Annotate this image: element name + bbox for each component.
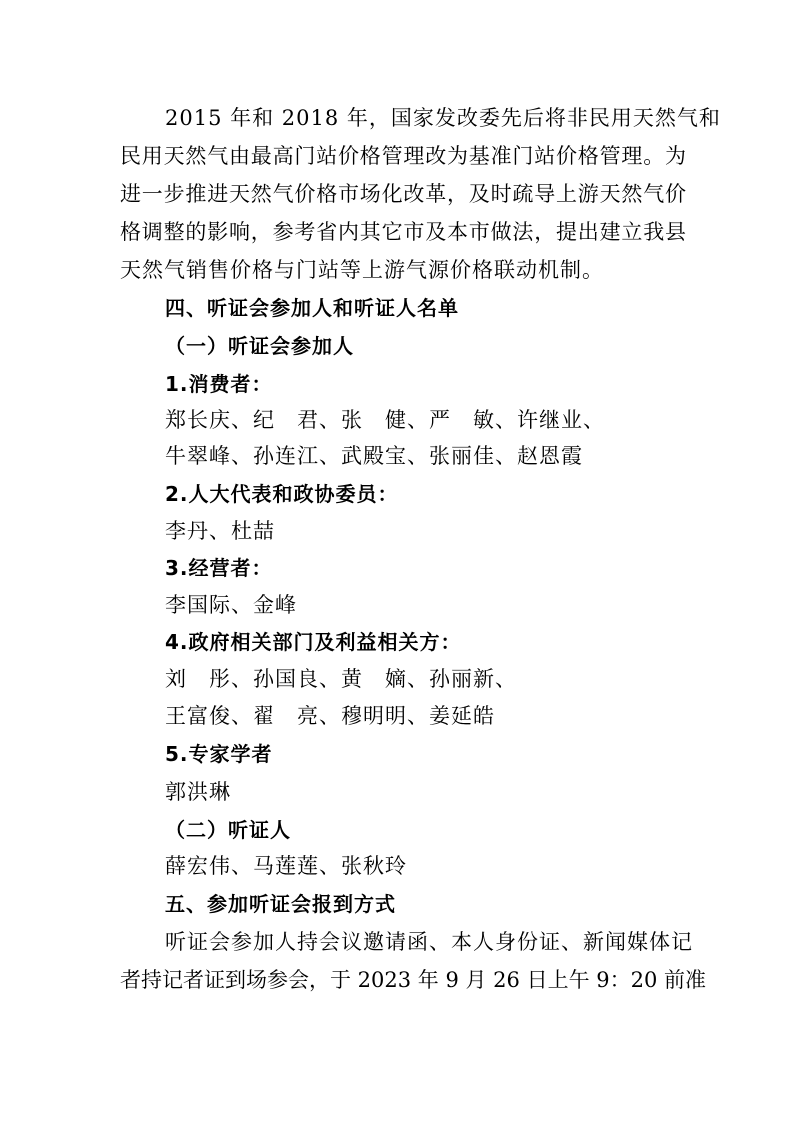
- paragraph-1-line-1: 2015 年和 2018 年，国家发改委先后将非民用天然气和: [165, 106, 721, 130]
- paragraph-1-line-2: 民用天然气由最高门站价格管理改为基准门站价格管理。为: [120, 144, 686, 168]
- group-3-names: 李国际、金峰: [165, 593, 297, 617]
- subsection-1-heading: （一）听证会参加人: [165, 334, 354, 358]
- group-2-names: 李丹、杜喆: [165, 519, 275, 543]
- group-5-heading: 5.专家学者: [165, 742, 273, 766]
- paragraph-2-line-1: 听证会参加人持会议邀请函、本人身份证、新闻媒体记: [165, 930, 693, 954]
- paragraph-1-line-3: 进一步推进天然气价格市场化改革，及时疏导上游天然气价: [120, 182, 686, 206]
- group-5-names: 郭洪琳: [165, 780, 231, 804]
- group-4-names-line-2: 王富俊、翟 亮、穆明明、姜延皓: [165, 704, 495, 728]
- paragraph-1-line-4: 格调整的影响，参考省内其它市及本市做法，提出建立我县: [120, 220, 686, 244]
- group-2-heading: 2.人大代表和政协委员：: [165, 482, 399, 506]
- hearers-names: 薛宏伟、马莲莲、张秋玲: [165, 854, 407, 878]
- paragraph-2-line-2: 者持记者证到场参会，于 2023 年 9 月 26 日上午 9：20 前准: [120, 968, 707, 992]
- group-1-names-line-1: 郑长庆、纪 君、张 健、严 敏、许继业、: [165, 408, 605, 432]
- subsection-2-heading: （二）听证人: [165, 818, 291, 842]
- group-4-heading: 4.政府相关部门及利益相关方：: [165, 630, 462, 654]
- section-4-heading: 四、听证会参加人和听证人名单: [165, 296, 459, 320]
- group-4-names-line-1: 刘 彤、孙国良、黄 嫡、孙丽新、: [165, 667, 517, 691]
- group-1-names-line-2: 牛翠峰、孙连江、武殿宝、张丽佳、赵恩霞: [165, 444, 583, 468]
- group-3-heading: 3.经营者：: [165, 556, 273, 580]
- group-1-heading: 1.消费者：: [165, 372, 273, 396]
- section-5-heading: 五、参加听证会报到方式: [165, 892, 396, 916]
- paragraph-1-line-5: 天然气销售价格与门站等上游气源价格联动机制。: [120, 258, 604, 282]
